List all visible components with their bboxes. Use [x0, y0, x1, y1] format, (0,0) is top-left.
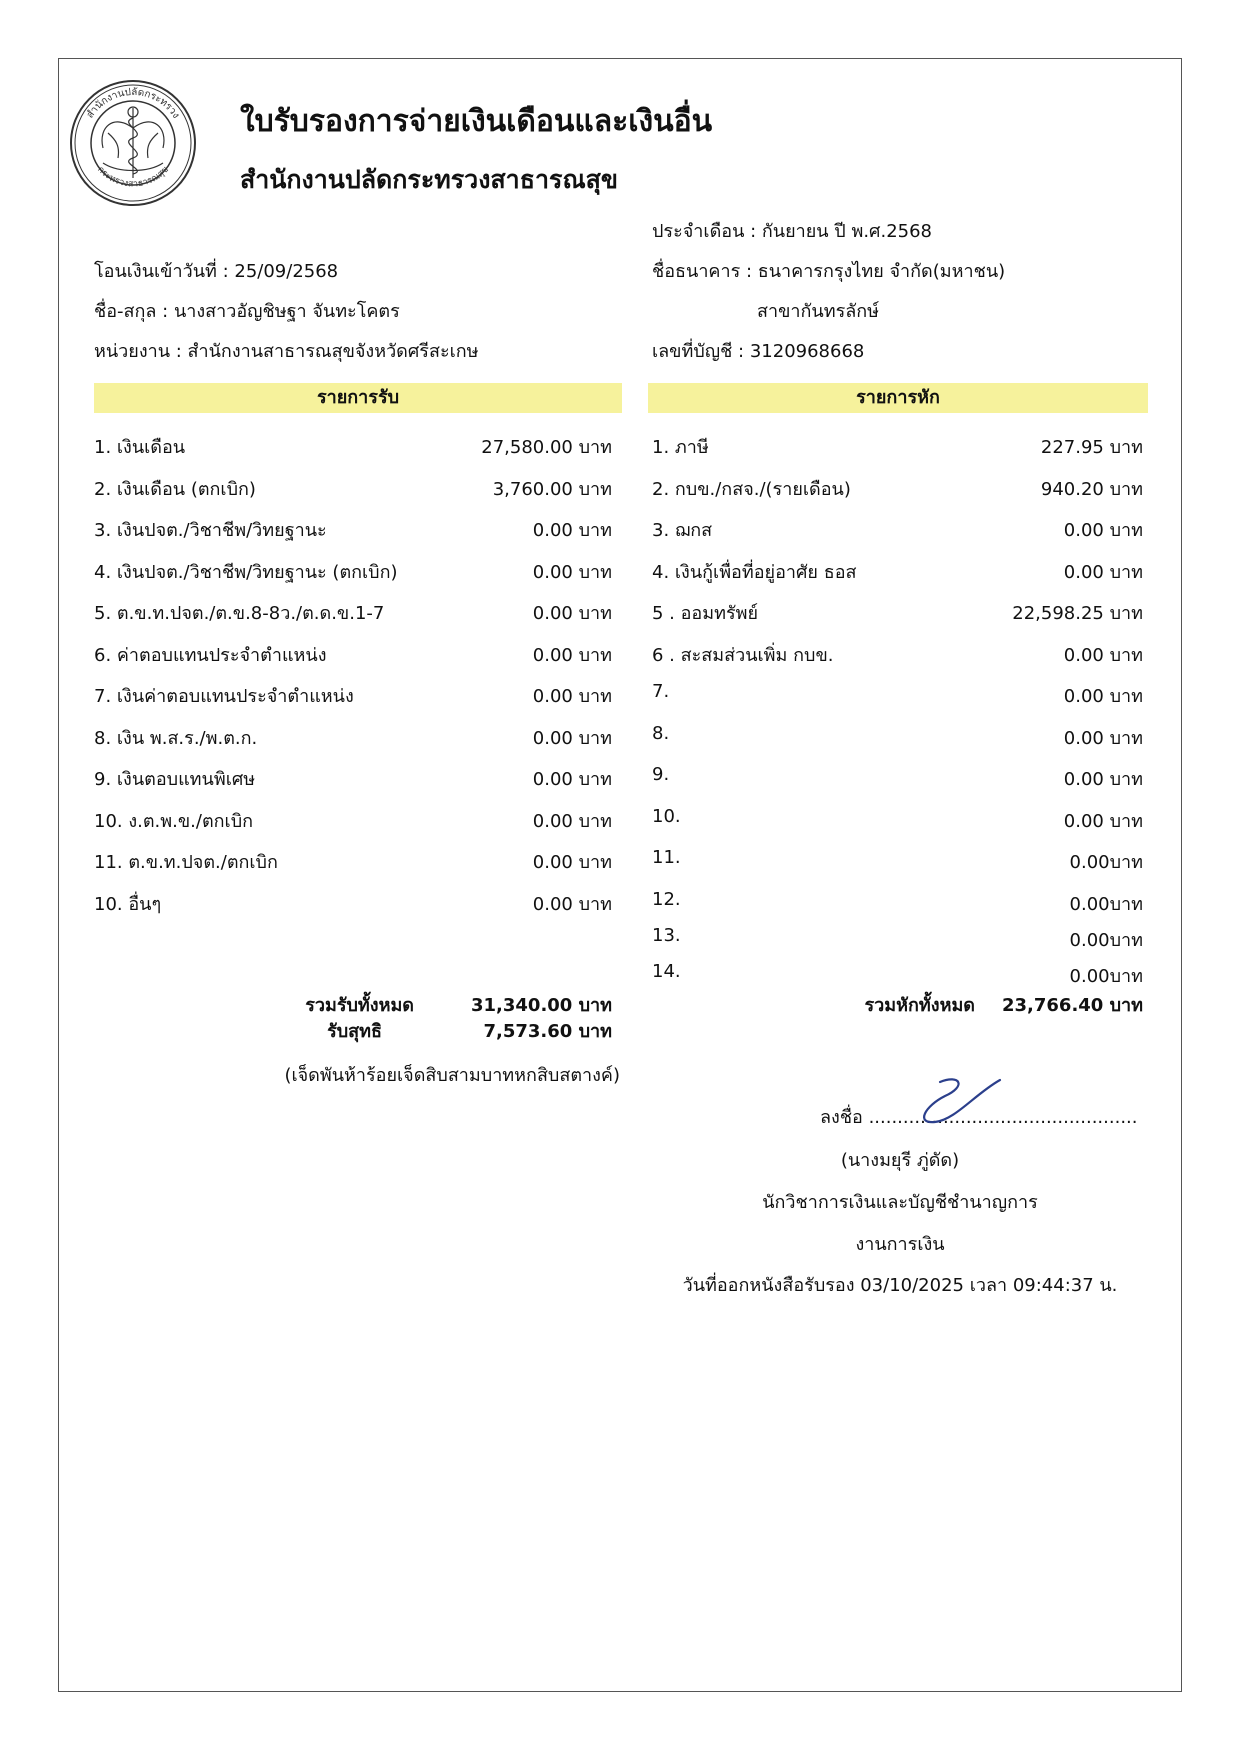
bank-name: ชื่อธนาคาร : ธนาคารกรุงไทย จำกัด(มหาชน)	[652, 261, 1006, 282]
deduction-row	[652, 764, 1143, 790]
item-amount: 0.00 บาท	[532, 562, 612, 583]
deduction-row	[652, 925, 1143, 951]
item-amount: 0.00 บาท	[532, 603, 612, 624]
item-label: 7.	[652, 681, 670, 702]
handwritten-signature	[905, 1072, 1005, 1132]
income-row	[94, 640, 612, 666]
account-number: เลขที่บัญชี : 3120968668	[652, 341, 865, 362]
item-amount: 0.00 บาท	[532, 769, 612, 790]
item-label: 7. เงินค่าตอบแทนประจำตำแหน่ง	[94, 686, 354, 707]
bank-branch: สาขากันทรลักษ์	[757, 301, 880, 322]
item-amount: 0.00บาท	[1069, 852, 1143, 873]
item-label: 9. เงินตอบแทนพิเศษ	[94, 769, 256, 790]
document-title: ใบรับรองการจ่ายเงินเดือนและเงินอื่น	[240, 104, 713, 139]
signer-department: งานการเงิน	[855, 1234, 945, 1255]
item-label: 9.	[652, 764, 670, 785]
item-amount: 0.00 บาท	[1063, 811, 1143, 832]
income-row	[94, 474, 612, 500]
item-amount: 0.00 บาท	[532, 686, 612, 707]
deduction-row	[652, 806, 1143, 832]
deduction-row	[652, 681, 1143, 707]
income-header: รายการรับ	[94, 383, 622, 413]
signer-position: นักวิชาการเงินและบัญชีชำนาญการ	[762, 1192, 1038, 1213]
agency: หน่วยงาน : สำนักงานสาธารณสุขจังหวัดศรีสะเกษ	[94, 341, 479, 362]
item-label: 2. เงินเดือน (ตกเบิก)	[94, 479, 256, 500]
item-amount: 0.00 บาท	[1063, 645, 1143, 666]
signer-name: (นางมยุรี ภู่ดัด)	[840, 1150, 960, 1171]
deduction-row	[652, 961, 1143, 987]
item-amount: 0.00 บาท	[1063, 686, 1143, 707]
item-amount: 227.95 บาท	[1040, 437, 1143, 458]
item-label: 11.	[652, 847, 681, 868]
item-label: 11. ต.ข.ท.ปจต./ตกเบิก	[94, 852, 278, 873]
pay-month: ประจำเดือน : กันยายน ปี พ.ศ.2568	[652, 221, 933, 242]
deduction-row	[652, 847, 1143, 873]
item-amount: 940.20 บาท	[1040, 479, 1143, 500]
item-amount: 0.00บาท	[1069, 930, 1143, 951]
deduction-row	[652, 640, 1143, 666]
item-amount: 0.00 บาท	[1063, 769, 1143, 790]
item-amount: 0.00 บาท	[1063, 520, 1143, 541]
item-label: 1. ภาษี	[652, 437, 709, 458]
deduction-row	[652, 474, 1143, 500]
item-label: 3. ฌกส	[652, 520, 713, 541]
item-label: 13.	[652, 925, 681, 946]
item-amount: 0.00 บาท	[532, 852, 612, 873]
item-label: 10. ง.ต.พ.ข./ตกเบิก	[94, 811, 254, 832]
svg-text:กระทรวงสาธารณสุข: กระทรวงสาธารณสุข	[95, 164, 171, 190]
item-label: 5 . ออมทรัพย์	[652, 603, 759, 624]
item-label: 8.	[652, 723, 670, 744]
item-label: 12.	[652, 889, 681, 910]
item-label: 1. เงินเดือน	[94, 437, 186, 458]
deduction-row	[652, 598, 1143, 624]
item-amount: 0.00 บาท	[1063, 562, 1143, 583]
deduction-row	[652, 557, 1143, 583]
deduction-row	[652, 515, 1143, 541]
svg-text:สำนักงานปลัดกระทรวง: สำนักงานปลัดกระทรวง	[84, 86, 182, 121]
item-label: 5. ต.ข.ท.ปจต./ต.ข.8-8ว./ต.ด.ข.1-7	[94, 603, 385, 624]
deduction-total-label: รวมหักทั้งหมด	[864, 995, 975, 1016]
signature-line: ลงชื่อ ...............................................	[820, 1107, 1138, 1128]
item-amount: 22,598.25 บาท	[1012, 603, 1143, 624]
item-amount: 0.00 บาท	[1063, 728, 1143, 749]
income-row	[94, 723, 612, 749]
deduction-header: รายการหัก	[648, 383, 1148, 413]
item-amount: 0.00บาท	[1069, 894, 1143, 915]
item-label: 3. เงินปจต./วิชาชีพ/วิทยฐานะ	[94, 520, 327, 541]
item-label: 6. ค่าตอบแทนประจำตำแหน่ง	[94, 645, 327, 666]
employee-name: ชื่อ-สกุล : นางสาวอัญชิษฐา จันทะโคตร	[94, 301, 400, 322]
income-total-label: รวมรับทั้งหมด	[305, 995, 414, 1016]
income-row	[94, 432, 612, 458]
item-amount: 27,580.00 บาท	[481, 437, 612, 458]
deduction-total-value: 23,766.40 บาท	[1001, 995, 1143, 1016]
item-label: 10. อื่นๆ	[94, 894, 162, 915]
income-row	[94, 806, 612, 832]
item-label: 4. เงินกู้เพื่อที่อยู่อาศัย ธอส	[652, 562, 857, 583]
item-label: 2. กบข./กสจ./(รายเดือน)	[652, 479, 851, 500]
item-label: 14.	[652, 961, 681, 982]
item-label: 10.	[652, 806, 681, 827]
income-row	[94, 847, 612, 873]
item-amount: 0.00 บาท	[532, 520, 612, 541]
deduction-row	[652, 889, 1143, 915]
document-subtitle: สำนักงานปลัดกระทรวงสาธารณสุข	[240, 165, 618, 194]
issue-datetime: วันที่ออกหนังสือรับรอง 03/10/2025 เวลา 09:44:37 น.	[682, 1275, 1118, 1296]
item-label: 8. เงิน พ.ส.ร./พ.ต.ก.	[94, 728, 258, 749]
ministry-seal-logo	[68, 78, 198, 208]
item-label: 4. เงินปจต./วิชาชีพ/วิทยฐานะ (ตกเบิก)	[94, 562, 398, 583]
net-pay-value: 7,573.60 บาท	[483, 1021, 612, 1042]
item-label: 6 . สะสมส่วนเพิ่ม กบข.	[652, 645, 834, 666]
income-row	[94, 681, 612, 707]
deduction-row	[652, 723, 1143, 749]
income-total-value: 31,340.00 บาท	[470, 995, 612, 1016]
net-pay-label: รับสุทธิ	[327, 1021, 382, 1042]
transfer-date: โอนเงินเข้าวันที่ : 25/09/2568	[94, 261, 339, 282]
income-row	[94, 515, 612, 541]
item-amount: 0.00 บาท	[532, 894, 612, 915]
item-amount: 0.00 บาท	[532, 811, 612, 832]
income-row	[94, 557, 612, 583]
income-row	[94, 598, 612, 624]
net-pay-in-words: (เจ็ดพันห้าร้อยเจ็ดสิบสามบาทหกสิบสตางค์)	[284, 1065, 620, 1086]
item-amount: 0.00 บาท	[532, 728, 612, 749]
item-amount: 0.00บาท	[1069, 966, 1143, 987]
item-amount: 0.00 บาท	[532, 645, 612, 666]
income-row	[94, 889, 612, 915]
deduction-row	[652, 432, 1143, 458]
income-row	[94, 764, 612, 790]
item-amount: 3,760.00 บาท	[492, 479, 612, 500]
